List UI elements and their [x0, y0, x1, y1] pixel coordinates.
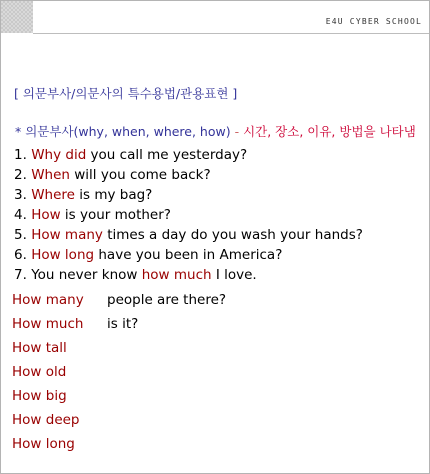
phrase-row [12, 338, 226, 362]
phrase-rest: is it? [107, 316, 139, 332]
phrase-row [12, 434, 226, 458]
phrase-word: How many [12, 292, 84, 308]
subtitle-tail: 시간, 장소, 이유, 방법을 나타냄 [243, 124, 416, 139]
phrase-word: How much [12, 316, 84, 332]
sentence-number: 5. [14, 227, 27, 243]
sentence-post: is my bag? [74, 187, 153, 203]
sentence-accent: Why did [31, 147, 87, 163]
subtitle [15, 122, 416, 140]
sentence-accent: How many [31, 227, 103, 243]
sentence-accent: Where [31, 187, 75, 203]
sentence-accent: how much [141, 267, 212, 283]
phrase-row [12, 362, 226, 386]
sentence-post: will you come back? [69, 167, 211, 183]
sentence-accent: How [31, 207, 61, 223]
example-sentence [14, 225, 363, 245]
phrase-word: How old [12, 364, 67, 380]
example-sentence [14, 245, 363, 265]
example-sentence [14, 185, 363, 205]
sentence-number: 2. [14, 167, 27, 183]
sentence-post: is your mother? [60, 207, 171, 223]
example-sentence [14, 265, 363, 285]
phrase-rest: people are there? [107, 292, 227, 308]
phrase-word: How deep [12, 412, 80, 428]
phrase-word: How tall [12, 340, 67, 356]
sentence-pre: You never know [31, 267, 142, 283]
example-sentence [14, 165, 363, 185]
sentence-number: 7. [14, 267, 27, 283]
brand-label: E4U CYBER SCHOOL [325, 17, 422, 26]
sentence-number: 6. [14, 247, 27, 263]
sentence-accent: When [31, 167, 70, 183]
phrase-word: How long [12, 436, 75, 452]
example-sentence-list [14, 145, 363, 285]
sentence-accent: How long [31, 247, 95, 263]
example-sentence [14, 205, 363, 225]
sentence-number: 3. [14, 187, 27, 203]
sentence-post: I love. [211, 267, 257, 283]
phrase-row [12, 290, 226, 314]
subtitle-lead: * 의문부사(why, when, where, how) [15, 124, 231, 139]
example-sentence [14, 145, 363, 165]
header-divider [33, 33, 429, 34]
how-phrase-list [12, 290, 226, 458]
sentence-post: times a day do you wash your hands? [102, 227, 363, 243]
phrase-row [12, 410, 226, 434]
phrase-word: How big [12, 388, 67, 404]
sentence-post: have you been in America? [94, 247, 283, 263]
phrase-row [12, 314, 226, 338]
subtitle-dash: - [230, 124, 244, 139]
header-pattern-tile [1, 1, 33, 33]
sentence-number: 1. [14, 147, 27, 163]
sentence-post: you call me yesterday? [86, 147, 248, 163]
section-title: [ 의문부사/의문사의 특수용법/관용표현 ] [14, 86, 238, 101]
sentence-number: 4. [14, 207, 27, 223]
phrase-row [12, 386, 226, 410]
